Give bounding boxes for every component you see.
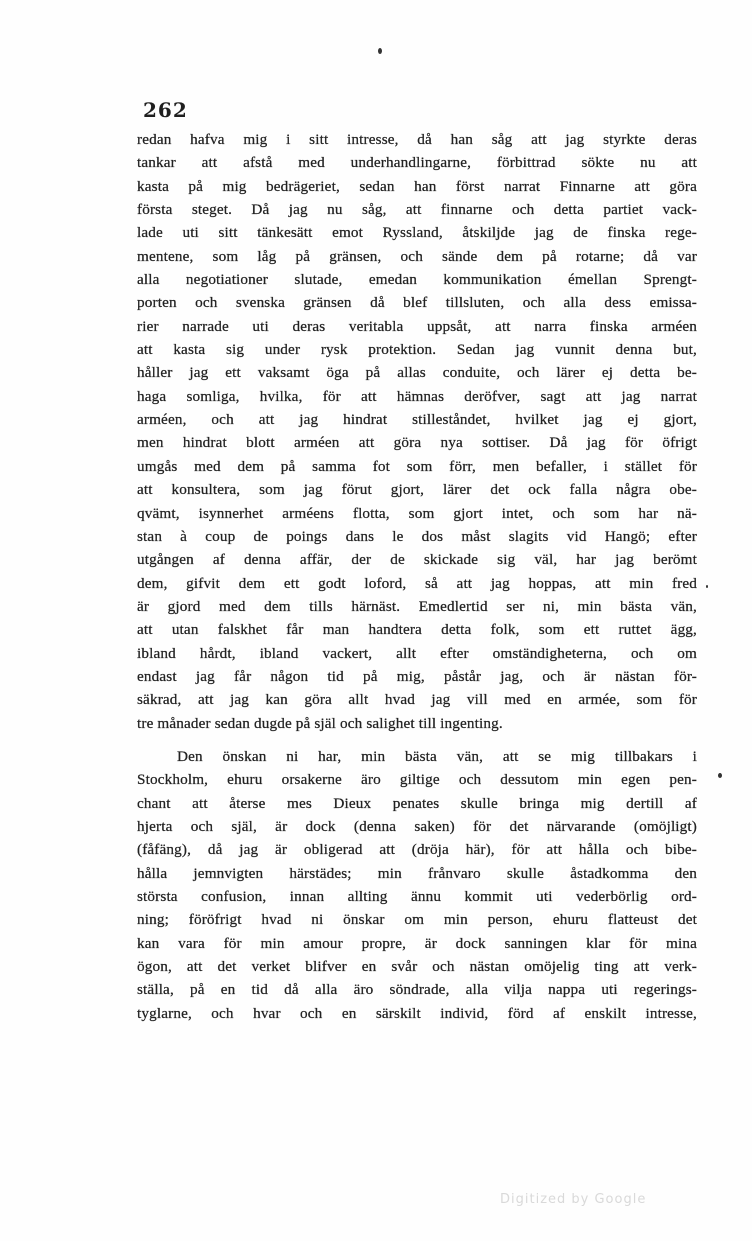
text-line: hålla jemnvigten härstädes; min frånvaro skulle åstadkomma den	[137, 864, 697, 882]
text-line: men hindrat blott arméen att göra nya sottiser. Då jag för öfrigt	[137, 434, 697, 452]
text-line: ning; föröfrigt hvad ni önskar om min person, ehuru flatteust det	[137, 911, 697, 929]
paragraph-1	[137, 128, 697, 735]
text-line: mentene, som låg på gränsen, och sände dem på rotarne; då var	[137, 247, 697, 265]
ink-speck	[378, 48, 382, 54]
paragraph-2	[137, 745, 697, 1025]
text-line: rier narrade uti deras veritabla uppsåt, att narra finska arméen	[137, 317, 697, 335]
text-line: att konsultera, som jag förut gjort, lärer det ock falla några obe-	[137, 481, 697, 499]
text-line: är gjord med dem tills härnäst. Emedlertid ser ni, min bästa vän,	[137, 597, 697, 615]
text-line: lade uti sitt tänkesätt emot Ryssland, åtskiljde jag de finska rege-	[137, 224, 697, 242]
text-line: haga somliga, hvilka, för att hämnas deröfver, sagt att jag narrat	[137, 387, 697, 405]
text-line: ställa, på en tid då alla äro söndrade, alla vilja nappa uti regerings-	[137, 981, 697, 999]
text-line: chant att återse mes Dieux penates skulle bringa mig dertill af	[137, 794, 697, 812]
text-line: säkrad, att jag kan göra allt hvad jag vill med en armée, som för	[137, 691, 697, 709]
text-line: största confusion, innan allting ännu kommit uti vederbörlig ord-	[137, 888, 697, 905]
text-line: tankar att afstå med underhandlingarne, förbittrad sökte nu att	[137, 154, 697, 172]
text-line: att utan falskhet får man handtera detta folk, som ett ruttet ägg,	[137, 621, 697, 639]
text-line: endast jag får någon tid på mig, påstår jag, och är nästan för-	[137, 667, 697, 685]
text-line: porten och svenska gränsen då blef tillsluten, och alla dess emissa-	[137, 294, 697, 312]
ink-speck	[718, 773, 722, 778]
text-line: qvämt, isynnerhet arméens flotta, som gjort intet, och som har nä-	[137, 504, 697, 522]
page-number: 262	[143, 98, 188, 122]
text-line: Stockholm, ehuru orsakerne äro giltige och dessutom min egen pen-	[137, 771, 697, 789]
body-text	[137, 128, 697, 1025]
text-line: att kasta sig under rysk protektion. Sedan jag vunnit denna but,	[137, 341, 697, 359]
text-line: hjerta och själ, är dock (denna saken) för det närvarande (omöjligt)	[137, 817, 697, 835]
text-line: ögon, att det verket blifver en svår och nästan omöjelig ting att verk-	[137, 958, 697, 976]
text-line: arméen, och att jag hindrat stilleståndet, hvilket jag ej gjort,	[137, 411, 697, 429]
ink-speck	[706, 585, 708, 588]
text-line: tyglarne, och hvar och en särskilt individ, förd af enskilt intresse,	[137, 1004, 697, 1022]
text-line: Den önskan ni har, min bästa vän, att se mig tillbakars i	[177, 747, 697, 765]
text-line: kan vara för min amour propre, är dock sanningen klar för mina	[137, 934, 697, 952]
text-line: första steget. Då jag nu såg, att finnarne och detta partiet vack-	[137, 201, 697, 219]
text-line: utgången af denna affär, der de skickade sig väl, har jag berömt	[137, 551, 697, 569]
text-line: (fåfäng), då jag är obligerad att (dröja här), för att hålla och bibe-	[137, 841, 697, 859]
text-line: kasta på mig bedrägeriet, sedan han först narrat Finnarne att göra	[137, 177, 697, 195]
text-line: dem, gifvit dem ett godt loford, så att jag hoppas, att min fred	[137, 574, 697, 592]
text-line: umgås med dem på samma fot som förr, men befaller, i stället för	[137, 457, 697, 475]
text-line: stan à coup de poings dans le dos måst slagits vid Hangö; efter	[137, 527, 697, 545]
text-line: tre månader sedan dugde på själ och salighet till ingenting.	[137, 714, 503, 732]
text-line: ibland hårdt, ibland vackert, allt efter omständigheterna, och om	[137, 644, 697, 662]
watermark: Digitized by Google	[500, 1192, 647, 1207]
text-line: alla negotiationer slutade, emedan kommunikation émellan Sprengt-	[137, 271, 697, 289]
text-line: håller jag ett vaksamt öga på allas conduite, och lärer ej detta be-	[137, 364, 697, 382]
text-line: redan hafva mig i sitt intresse, då han såg att jag styrkte deras	[137, 131, 697, 148]
